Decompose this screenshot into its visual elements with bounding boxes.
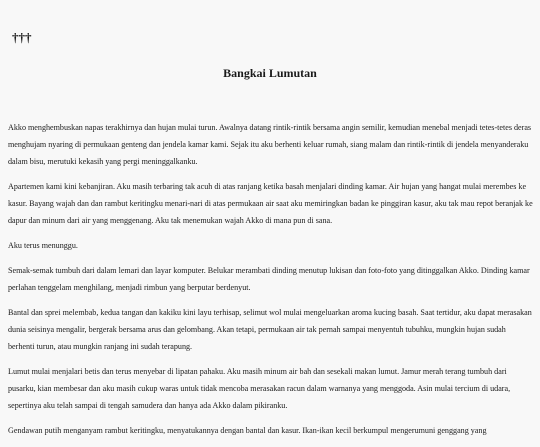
- story-body: [8, 119, 533, 447]
- paragraph: Bantal dan sprei melembab, kedua tangan dan kakiku kini layu terhisap, selimut wol mulai mengeluarkan aroma kucing basah. Saat tertidur, aku dapat merasakan dunia seisinya mengalir, bergerak bersama arus dan gelombang. Akan tetapi, permukaan air tak pernah sampai menyentuh tubuhku, mungkin hujan sudah berhenti turun, atau mungkin ranjang ini sudah terapung.: [8, 308, 532, 351]
- paragraph: Apartemen kami kini kebanjiran. Aku masih terbaring tak acuh di atas ranjang ketika basah menjalari dinding kamar. Air hujan yang hangat mulai merembes ke kasur. Bayang wajah dan dan rambut keritingku menari-nari di atas permukaan air saat aku memiringkan badan ke pinggiran kasur, aku tak mau repot beranjak ke dapur dan minum dari air yang menggenang. Aku tak menemukan wajah Akko di mana pun di sana.: [8, 182, 533, 225]
- paragraph: Lumut mulai menjalari betis dan terus menyebar di lipatan pahaku. Aku masih minum air bah dan sesekali makan lumut. Jamur merah terang tumbuh dari pusarku, kian membesar dan aku masih cukup waras untuk tidak mencoba merasakan racun dalam warnanya yang menggoda. Asin mulai tercium di udara, sepertinya aku telah sampai di tengah samudera dan hanya ada Akko dalam pikiranku.: [8, 367, 511, 410]
- section-marker: †††: [12, 30, 32, 45]
- paragraph: Akko menghembuskan napas terakhirnya dan hujan mulai turun. Awalnya datang rintik-rintik bersama angin semilir, kemudian menebal menjadi tetes-tetes deras menghujam nyaring di permukaan genteng dan jendela kamar kami. Sejak itu aku berhenti keluar rumah, siang malam dan rintik-rintik di jendela menyanderaku dalam bisu, merutuki kekasih yang pergi meninggalkanku.: [8, 123, 532, 166]
- story-title: Bangkai Lumutan: [223, 66, 317, 80]
- paragraph: Semak-semak tumbuh dari dalam lemari dan layar komputer. Belukar merambati dinding menutup lukisan dan foto-foto yang ditinggalkan Akko. Dinding kamar perlahan tenggelam menghilang, menjadi rimbun yang berputar berdenyut.: [8, 266, 530, 292]
- paragraph: Gendawan putih menganyam rambut keritingku, menyatukannya dengan bantal dan kasur. Ikan-ikan kecil berkumpul mengerumuni genggang yang: [8, 426, 487, 435]
- paragraph: Aku terus menunggu.: [8, 241, 78, 250]
